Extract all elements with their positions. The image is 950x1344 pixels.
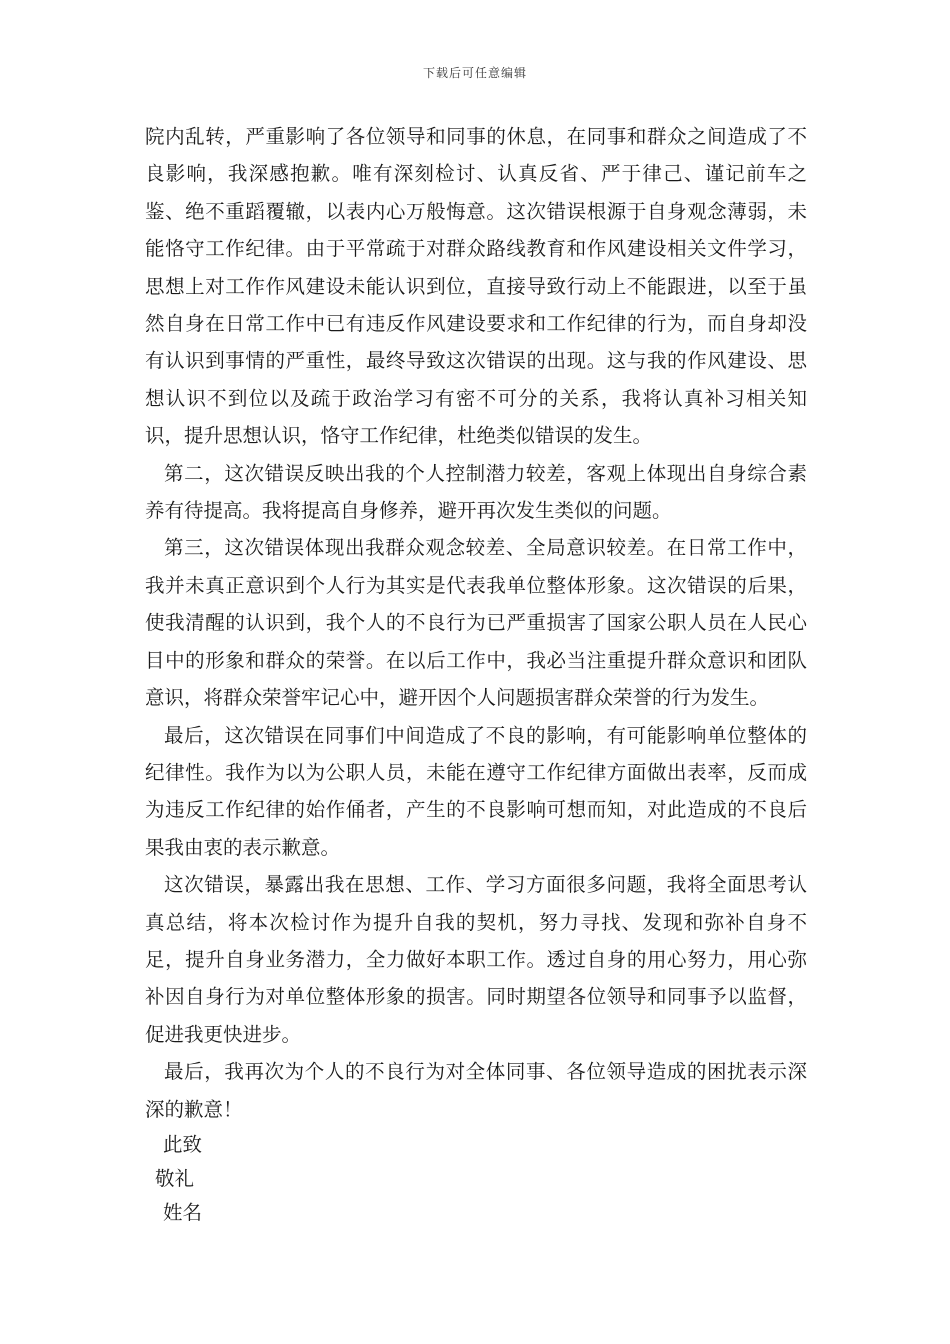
- paragraph-5: 这次错误，暴露出我在思想、工作、学习方面很多问题，我将全面思考认真总结，将本次检讨作为提升自我的契机，努力寻找、发现和弥补自身不足，提升自身业务潜力，全力做好本职工作。透过自身的用心努力，用心弥补因自身行为对单位整体形象的损害。同时期望各位领导和同事予以监督，促进我更快进步。: [145, 873, 807, 1046]
- paragraph-3: 第三，这次错误体现出我群众观念较差、全局意识较差。在日常工作中，我并未真正意识到个人行为其实是代表我单位整体形象。这次错误的后果，使我清醒的认识到，我个人的不良行为已严重损害了国家公职人员在人民心目中的形象和群众的荣誉。在以后工作中，我必当注重提升群众意识和团队意识，将群众荣誉牢记心中，避开因个人问题损害群众荣誉的行为发生。: [145, 536, 807, 710]
- paragraph-1: 院内乱转，严重影响了各位领导和同事的休息，在同事和群众之间造成了不良影响，我深感抱歉。唯有深刻检讨、认真反省、严于律己、谨记前车之鉴、绝不重蹈覆辙，以表内心万般悔意。这次错误根源于自身观念薄弱，未能恪守工作纪律。由于平常疏于对群众路线教育和作风建设相关文件学习，思想上对工作作风建设未能认识到位，直接导致行动上不能跟进，以至于虽然自身在日常工作中已有违反作风建设要求和工作纪律的行为，而自身却没有认识到事情的严重性，最终导致这次错误的出现。这与我的作风建设、思想认识不到位以及疏于政治学习有密不可分的关系，我将认真补习相关知识，提升思想认识，恪守工作纪律，杜绝类似错误的发生。: [145, 125, 807, 448]
- paragraph-4: 最后，这次错误在同事们中间造成了不良的影响，有可能影响单位整体的纪律性。我作为以为公职人员，未能在遵守工作纪律方面做出表率，反而成为违反工作纪律的始作俑者，产生的不良影响可想而知，对此造成的不良后果我由衷的表示歉意。: [145, 723, 807, 859]
- page-header: 下载后可任意编辑: [422, 66, 527, 80]
- closing-salutation: 此致: [163, 1132, 203, 1156]
- closing-regards: 敬礼: [155, 1166, 195, 1190]
- paragraph-2: 第二，这次错误反映出我的个人控制潜力较差，客观上体现出自身综合素养有待提高。我将提高自身修养，避开再次发生类似的问题。: [145, 461, 807, 523]
- signature-name: 姓名: [163, 1200, 203, 1224]
- paragraph-6: 最后，我再次为个人的不良行为对全体同事、各位领导造成的困扰表示深深的歉意！: [145, 1060, 807, 1121]
- document-body: [145, 118, 807, 1230]
